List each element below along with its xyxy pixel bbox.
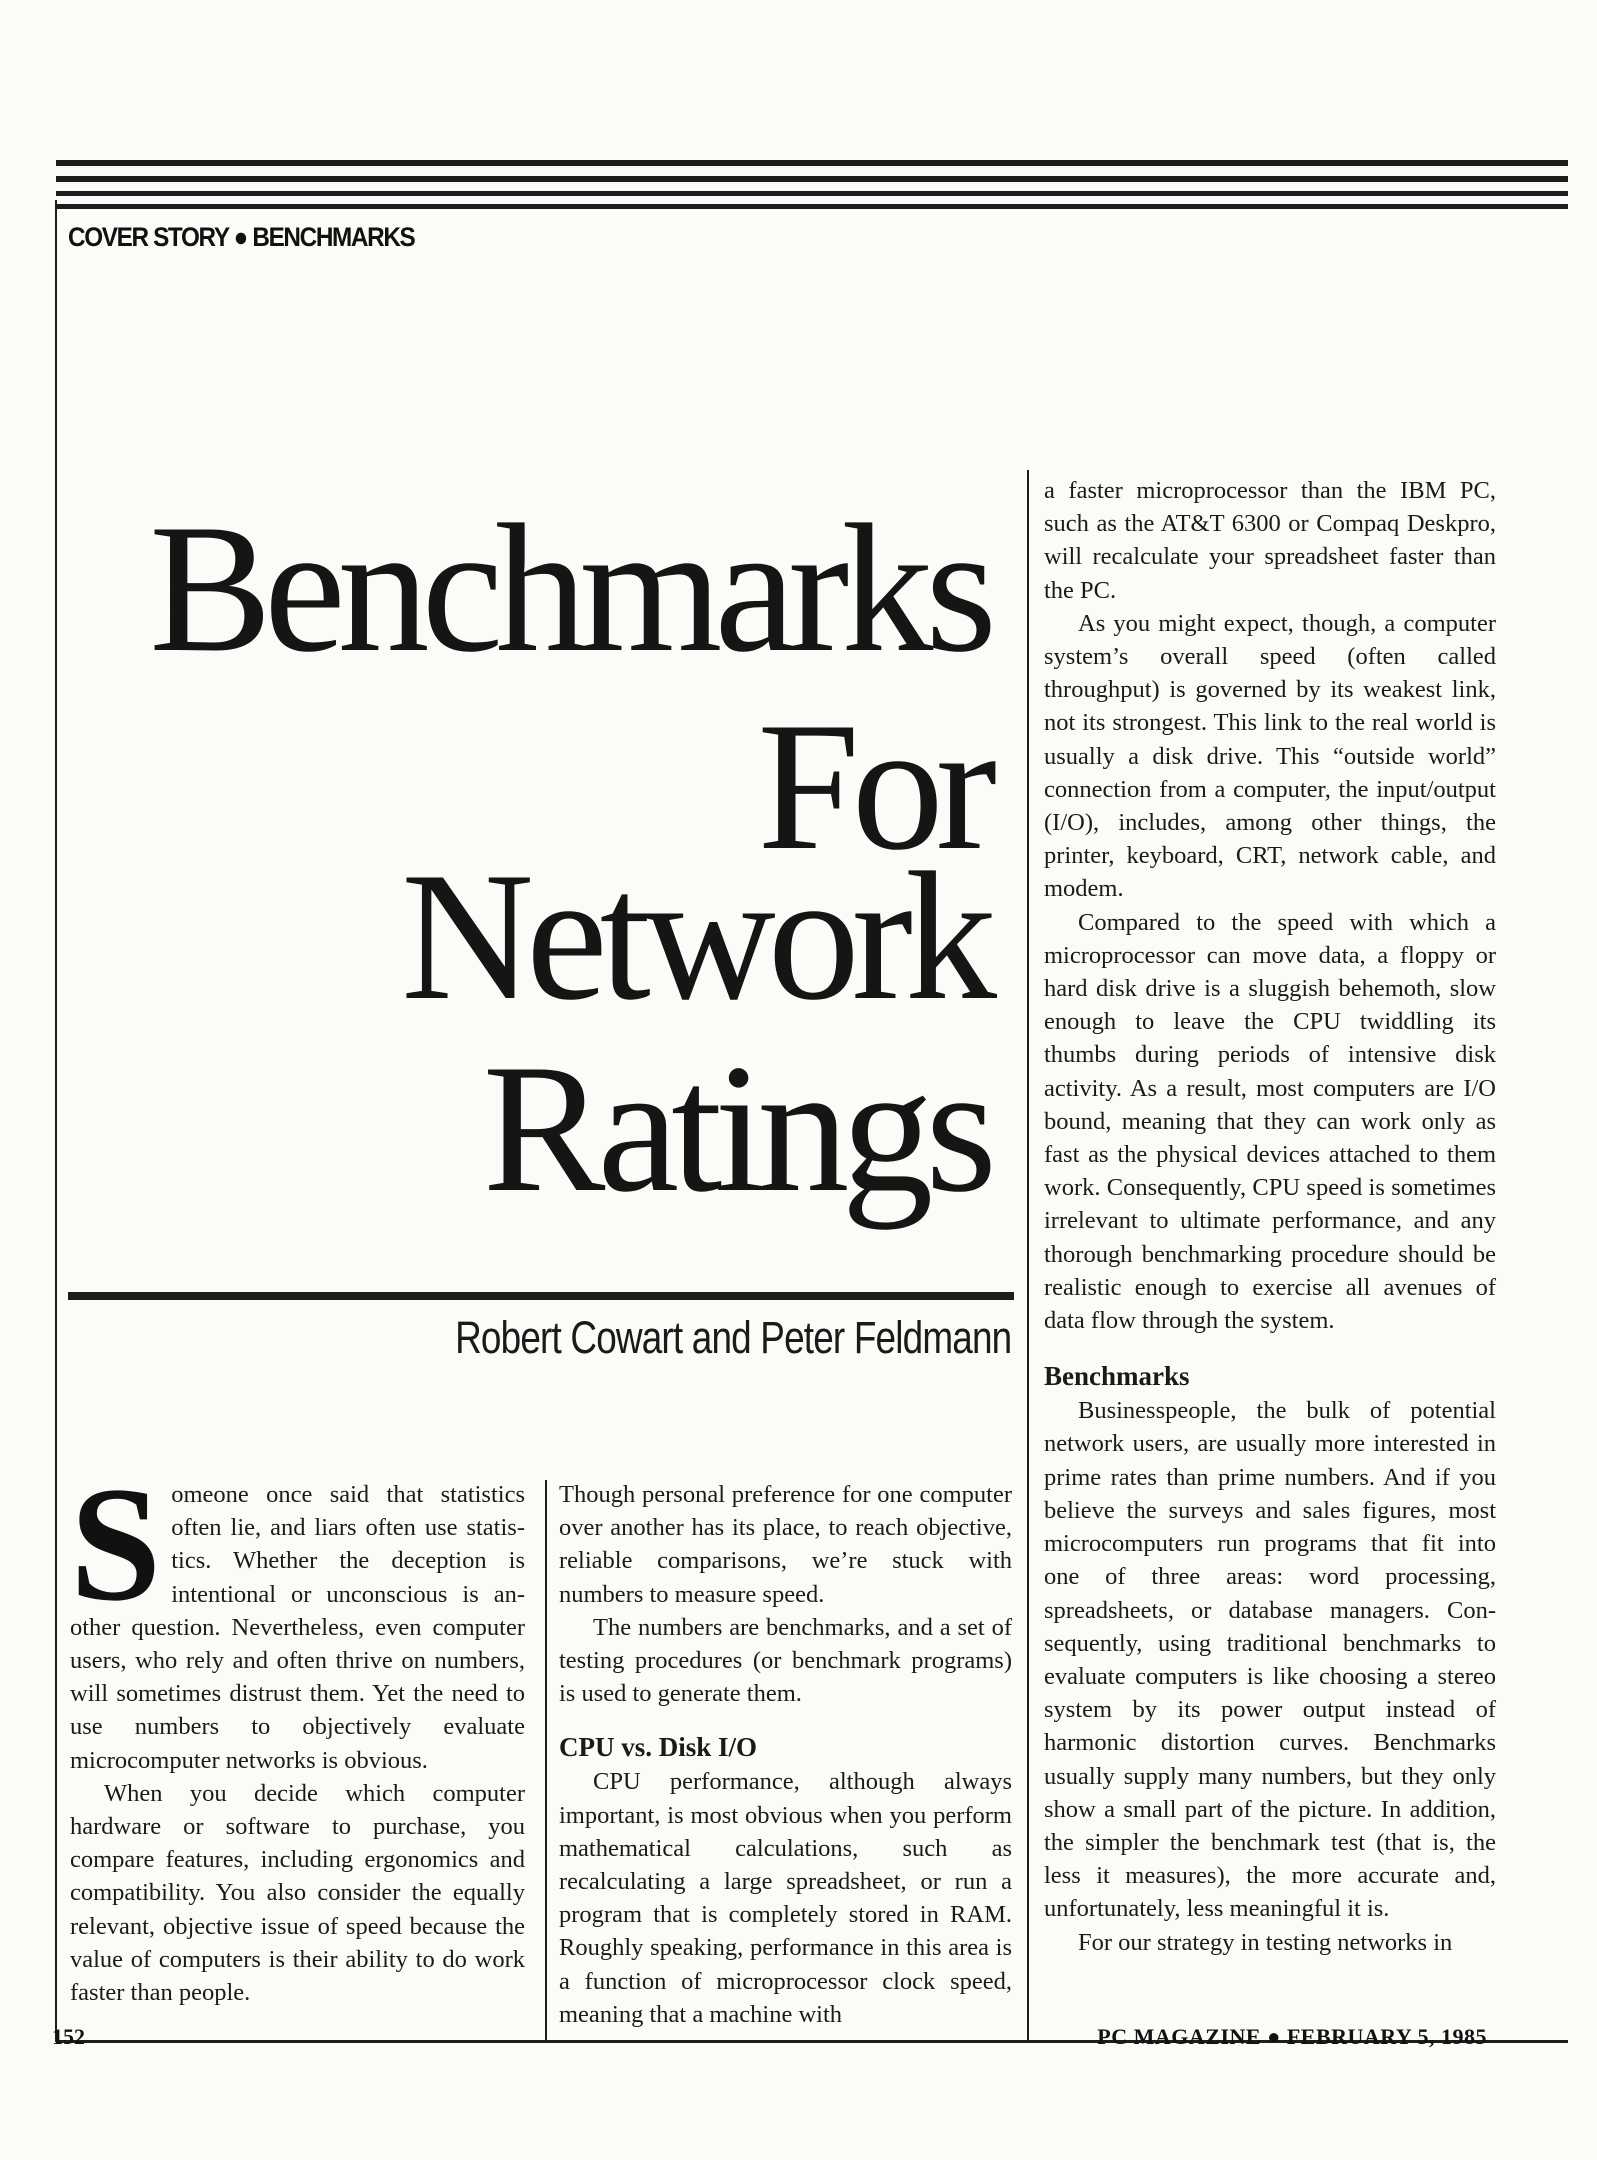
column-3 bbox=[1044, 474, 1496, 1959]
title-line-3: Network bbox=[401, 834, 989, 1038]
top-rule-4 bbox=[56, 204, 1568, 209]
col3-paragraph-5: For our strategy in testing networks in bbox=[1078, 1928, 1453, 1956]
column-divider-2 bbox=[1027, 470, 1029, 2040]
col3-paragraph-1: a faster microprocessor than the IBM PC, such as the AT&T 6300 or Compaq Deskpro, will recalculate your spreadsheet faster than the PC. bbox=[1044, 477, 1496, 604]
col3-paragraph-4: Businesspeople, the bulk of potential network users, are usually more interested in prime rates than prime numbers. And if you believe the surveys and sales figures, most microcomputers run programs that fit into one of three areas: word processing, spreadsheets, or database managers. Consequently, using traditional benchmarks to evaluate computers is like choosing a stereo system by its power output instead of harmonic distortion curves. Benchmarks usually supply many numbers, but they only show a small part of the picture. In addition, the simpler the benchmark test (that is, the less it measures), the more accurate and, unfortunately, less meaningful it is. bbox=[1044, 1397, 1496, 1923]
byline: Robert Cowart and Peter Feldmann bbox=[454, 1312, 1011, 1363]
title-line-1: Benchmarks bbox=[149, 486, 989, 690]
col3-paragraph-2: As you might expect, though, a computer system’s overall speed (often called throughput) is governed by its weakest link, not its strongest. This link to the real world is usually a disk drive. This “outside world” connection from a computer, the input/output (I/O), includes, among other things, the printer, keyboard, CRT, network cable, and modem. bbox=[1044, 609, 1496, 903]
section-label: COVER STORY ● BENCHMARKS bbox=[68, 222, 415, 252]
column-2 bbox=[559, 1478, 1012, 2031]
col2-heading-cpu-vs-disk-io: CPU vs. Disk I/O bbox=[559, 1732, 758, 1763]
col1-paragraph-1: omeone once said that statistics often lie, and liars often use statistics. Whether the deception is intentional or unconscious is another question. Nevertheless, even computer users, who rely and often thrive on numbers, will sometimes distrust them. Yet the need to use numbers to objectively evaluate microcomputer networks is obvious. bbox=[70, 1481, 525, 1774]
col3-heading-benchmarks: Benchmarks bbox=[1044, 1361, 1190, 1392]
column-1 bbox=[70, 1454, 525, 2009]
magazine-footer: PC MAGAZINE ● FEBRUARY 5, 1985 bbox=[1097, 2024, 1487, 2049]
page-number: 152 bbox=[52, 2024, 85, 2049]
top-rule-2 bbox=[56, 176, 1568, 182]
col2-paragraph-3: CPU performance, although always important, is most obvious when you perform mathematical calculations, such as recalculating a large spreadsheet, or run a program that is completely stored in RAM. Roughly speaking, performance in this area is a function of microprocessor clock speed, meaning that a machine with bbox=[559, 1768, 1012, 2028]
title-line-2: For bbox=[757, 684, 989, 888]
left-frame-line bbox=[55, 200, 57, 2042]
top-rule-1 bbox=[56, 160, 1568, 166]
top-rule-3 bbox=[56, 191, 1568, 196]
col2-paragraph-1: Though personal preference for one computer over another has its place, to reach objective, reliable comparisons, we’re stuck with numbers to measure speed. bbox=[559, 1481, 1012, 1608]
title-line-4: Ratings bbox=[482, 1026, 989, 1230]
col1-paragraph-2: When you decide which computer hardware or software to purchase, you compare features, including ergonomics and compatibility. You also consider the equally relevant, objective issue of speed because the value of computers is their ability to do work faster than people. bbox=[70, 1779, 525, 2007]
column-divider-1 bbox=[545, 1480, 547, 2040]
title-underline bbox=[68, 1292, 1014, 1300]
drop-cap: S bbox=[70, 1454, 162, 1635]
col3-paragraph-3: Compared to the speed with which a microprocessor can move data, a floppy or hard disk drive is a sluggish behemoth, slow enough to leave the CPU twiddling its thumbs during periods of intensive disk activity. As a result, most computers are I/O bound, meaning that they can work only as fast as the physical devices attached to them work. Consequently, CPU speed is sometimes irrelevant to ultimate performance, and any thorough benchmarking procedure should be realistic enough to exercise all avenues of data flow through the system. bbox=[1044, 908, 1496, 1335]
col2-paragraph-2: The numbers are benchmarks, and a set of testing procedures (or benchmark programs) is used to generate them. bbox=[559, 1613, 1012, 1708]
